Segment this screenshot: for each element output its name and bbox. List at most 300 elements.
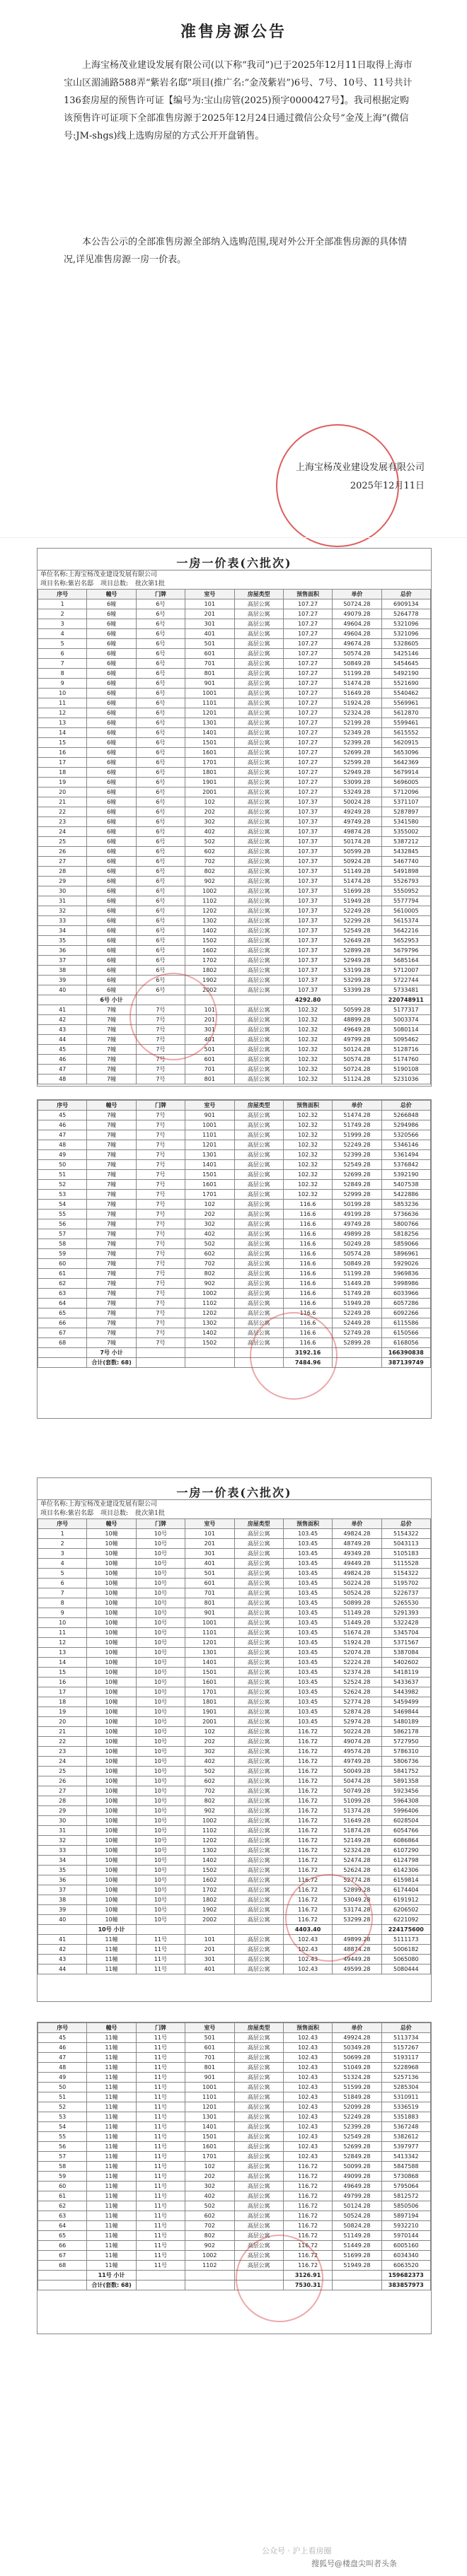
table-cell: 601 bbox=[185, 2043, 234, 2053]
table-row bbox=[38, 1035, 431, 1045]
table-cell: 31 bbox=[38, 896, 87, 906]
table-cell: 802 bbox=[185, 867, 234, 877]
table-cell: 1501 bbox=[185, 1170, 234, 1180]
table-cell: 49899.28 bbox=[333, 1935, 381, 1945]
table-cell: 6063520 bbox=[381, 2261, 430, 2271]
table-cell: 7号 bbox=[136, 1015, 185, 1025]
table-row bbox=[38, 639, 431, 649]
table-cell: 1601 bbox=[185, 748, 234, 758]
table-cell: 6幢 bbox=[87, 985, 136, 995]
table-cell: 51149.28 bbox=[333, 1608, 381, 1618]
table-cell: 6号 bbox=[136, 817, 185, 827]
table-cell: 6号 bbox=[136, 916, 185, 926]
table-cell: 7号 bbox=[136, 1190, 185, 1200]
table-row bbox=[38, 1885, 431, 1895]
table-cell: 10幢 bbox=[87, 1608, 136, 1618]
table-cell: 6幢 bbox=[87, 906, 136, 916]
table-cell: 高层公寓 bbox=[234, 966, 283, 976]
table-cell: 52849.28 bbox=[333, 2152, 381, 2162]
column-header: 总价 bbox=[381, 590, 430, 599]
table-cell: 7号 bbox=[136, 1338, 185, 1348]
table-cell bbox=[136, 1358, 185, 1368]
table-cell: 107.37 bbox=[283, 896, 332, 906]
table-cell: 62 bbox=[38, 1279, 87, 1289]
table-cell: 10号 bbox=[136, 1678, 185, 1687]
table-cell: 6幢 bbox=[87, 966, 136, 976]
table-row bbox=[38, 758, 431, 768]
table-row bbox=[38, 1866, 431, 1875]
table-cell: 高层公寓 bbox=[234, 1905, 283, 1915]
table-cell: 6幢 bbox=[87, 639, 136, 649]
table-cell: 6幢 bbox=[87, 857, 136, 867]
table-cell: 1202 bbox=[185, 1309, 234, 1318]
table-cell: 6005160 bbox=[381, 2241, 430, 2251]
table-cell: 52249.28 bbox=[333, 1140, 381, 1150]
table-row bbox=[38, 689, 431, 698]
table-row bbox=[38, 1836, 431, 1846]
table-cell: 10幢 bbox=[87, 1866, 136, 1875]
table-cell: 10幢 bbox=[87, 1529, 136, 1539]
table-cell: 116.72 bbox=[283, 2241, 332, 2251]
table-cell: 43 bbox=[38, 1955, 87, 1965]
table-cell: 601 bbox=[185, 649, 234, 659]
table-cell: 49079.28 bbox=[333, 609, 381, 619]
unit-label: 单位名称:上海宝杨茂业建设发展有限公司 bbox=[40, 571, 158, 578]
table-cell: 102.43 bbox=[283, 2102, 332, 2112]
table-cell: 11号 bbox=[136, 2201, 185, 2211]
signature-date: 2025年12月11日 bbox=[350, 481, 425, 491]
table-cell: 201 bbox=[185, 1015, 234, 1025]
table-cell: 5111173 bbox=[381, 1935, 430, 1945]
table-cell: 7幢 bbox=[87, 1210, 136, 1219]
price-table bbox=[38, 1100, 431, 1368]
table-cell: 高层公寓 bbox=[234, 1806, 283, 1816]
table-cell: 17 bbox=[38, 758, 87, 768]
table-cell: 高层公寓 bbox=[234, 1005, 283, 1015]
table-cell: 6号 bbox=[136, 718, 185, 728]
table-cell: 5569961 bbox=[381, 698, 430, 708]
table-cell: 11 bbox=[38, 698, 87, 708]
table-row bbox=[38, 2142, 431, 2152]
table-cell: 67 bbox=[38, 1328, 87, 1338]
table-cell: 51949.28 bbox=[333, 896, 381, 906]
table-cell: 7幢 bbox=[87, 1140, 136, 1150]
table-cell: 116.72 bbox=[283, 2261, 332, 2271]
table-cell: 52899.28 bbox=[333, 1885, 381, 1895]
table-row bbox=[38, 1559, 431, 1569]
table-row bbox=[38, 698, 431, 708]
table-cell: 42 bbox=[38, 1945, 87, 1955]
table-cell: 10号 bbox=[136, 1856, 185, 1866]
table-cell: 5397977 bbox=[381, 2142, 430, 2152]
column-header: 单价 bbox=[333, 2023, 381, 2033]
table-cell: 51699.28 bbox=[333, 886, 381, 896]
table-row bbox=[38, 2241, 431, 2251]
table-cell: 52074.28 bbox=[333, 1648, 381, 1658]
table-cell: 2 bbox=[38, 1539, 87, 1549]
table-cell: 5454645 bbox=[381, 659, 430, 669]
table-cell: 383857973 bbox=[381, 2281, 430, 2290]
table-cell: 2001 bbox=[185, 788, 234, 797]
table-cell: 26 bbox=[38, 847, 87, 857]
table-cell: 41 bbox=[38, 1935, 87, 1945]
table-cell: 46 bbox=[38, 2043, 87, 2053]
table-cell: 11幢 bbox=[87, 2132, 136, 2142]
table-cell: 14 bbox=[38, 1658, 87, 1668]
table-cell: 7幢 bbox=[87, 1035, 136, 1045]
table-row bbox=[38, 1935, 431, 1945]
column-header: 幢号 bbox=[87, 1101, 136, 1111]
table-cell bbox=[38, 995, 87, 1005]
table-cell: 6幢 bbox=[87, 946, 136, 956]
project-label: 项目名称:紫岩名邸 bbox=[40, 580, 94, 587]
table-cell: 49449.28 bbox=[333, 1559, 381, 1569]
table-cell: 52474.28 bbox=[333, 1856, 381, 1866]
table-cell: 52399.28 bbox=[333, 1150, 381, 1160]
table-cell: 60 bbox=[38, 2182, 87, 2191]
table-cell: 高层公寓 bbox=[234, 1229, 283, 1239]
table-row bbox=[38, 1757, 431, 1767]
table-cell: 高层公寓 bbox=[234, 1776, 283, 1786]
table-cell: 52374.28 bbox=[333, 1668, 381, 1678]
table-cell: 57 bbox=[38, 2152, 87, 2162]
table-cell: 7幢 bbox=[87, 1045, 136, 1055]
table-row bbox=[38, 2083, 431, 2092]
table-cell: 高层公寓 bbox=[234, 1935, 283, 1945]
table-cell: 7幢 bbox=[87, 1289, 136, 1299]
table-cell: 高层公寓 bbox=[234, 669, 283, 679]
table-cell: 11号 bbox=[136, 2251, 185, 2261]
table-cell: 401 bbox=[185, 1035, 234, 1045]
table-row bbox=[38, 916, 431, 926]
table-cell: 6033966 bbox=[381, 1289, 430, 1299]
table-cell: 68 bbox=[38, 2261, 87, 2271]
table-cell: 116.72 bbox=[283, 2211, 332, 2221]
table-cell: 6号 bbox=[136, 758, 185, 768]
table-cell: 50899.28 bbox=[333, 1598, 381, 1608]
table-cell: 5095462 bbox=[381, 1035, 430, 1045]
table-cell: 1701 bbox=[185, 2152, 234, 2162]
table-cell: 66 bbox=[38, 2241, 87, 2251]
column-header: 室号 bbox=[185, 1519, 234, 1529]
table-cell: 6幢 bbox=[87, 956, 136, 966]
table-cell: 50124.28 bbox=[333, 1045, 381, 1055]
table-cell: 4292.80 bbox=[283, 995, 332, 1005]
table-cell: 10幢 bbox=[87, 1776, 136, 1786]
table-cell: 51199.28 bbox=[333, 669, 381, 679]
sheet-title: 一房一价表(六批次) bbox=[176, 556, 292, 570]
table-cell: 102.43 bbox=[283, 2132, 332, 2142]
table-cell: 56 bbox=[38, 1219, 87, 1229]
table-cell: 高层公寓 bbox=[234, 679, 283, 689]
table-cell: 2002 bbox=[185, 985, 234, 995]
table-cell: 50349.28 bbox=[333, 2043, 381, 2053]
table-cell: 10号 bbox=[136, 1846, 185, 1856]
table-cell: 7号 bbox=[136, 1328, 185, 1338]
table-cell: 7号 bbox=[136, 1130, 185, 1140]
table-cell: 高层公寓 bbox=[234, 639, 283, 649]
table-cell: 5328605 bbox=[381, 639, 430, 649]
table-cell: 5413342 bbox=[381, 2152, 430, 2162]
table-cell: 7号 bbox=[136, 1035, 185, 1045]
table-cell: 50824.28 bbox=[333, 2221, 381, 2231]
table-cell: 51924.28 bbox=[333, 698, 381, 708]
table-cell: 1401 bbox=[185, 1658, 234, 1668]
table-cell: 10号 bbox=[136, 1717, 185, 1727]
table-cell: 5480189 bbox=[381, 1717, 430, 1727]
table-cell: 1701 bbox=[185, 1687, 234, 1697]
table-cell: 6174404 bbox=[381, 1885, 430, 1895]
table-cell: 合计(套数: 68) bbox=[87, 1358, 136, 1368]
table-cell: 116.72 bbox=[283, 1885, 332, 1895]
table-cell: 202 bbox=[185, 1737, 234, 1747]
table-cell: 高层公寓 bbox=[234, 847, 283, 857]
table-cell: 901 bbox=[185, 679, 234, 689]
table-cell: 10号 bbox=[136, 1579, 185, 1588]
table-cell: 高层公寓 bbox=[234, 817, 283, 827]
table-cell: 65 bbox=[38, 2231, 87, 2241]
table-cell: 116.72 bbox=[283, 1866, 332, 1875]
table-cell: 6幢 bbox=[87, 599, 136, 609]
table-cell: 116.72 bbox=[283, 2251, 332, 2261]
table-cell: 高层公寓 bbox=[234, 728, 283, 738]
table-cell: 5642216 bbox=[381, 926, 430, 936]
table-cell: 5712007 bbox=[381, 966, 430, 976]
table-cell: 高层公寓 bbox=[234, 1160, 283, 1170]
table-cell: 高层公寓 bbox=[234, 896, 283, 906]
table-cell: 51199.28 bbox=[333, 1269, 381, 1279]
table-cell: 25 bbox=[38, 1767, 87, 1776]
table-cell: 501 bbox=[185, 1045, 234, 1055]
table-row bbox=[38, 946, 431, 956]
table-cell: 7幢 bbox=[87, 1130, 136, 1140]
table-cell: 高层公寓 bbox=[234, 1328, 283, 1338]
table-cell: 5432845 bbox=[381, 847, 430, 857]
table-cell: 5257136 bbox=[381, 2073, 430, 2083]
table-cell: 11号 bbox=[136, 2241, 185, 2251]
table-cell: 501 bbox=[185, 2033, 234, 2043]
table-cell: 24 bbox=[38, 1757, 87, 1767]
table-cell: 402 bbox=[185, 2191, 234, 2201]
table-cell: 高层公寓 bbox=[234, 797, 283, 807]
column-header: 序号 bbox=[38, 590, 87, 599]
table-row bbox=[38, 1875, 431, 1885]
table-cell: 高层公寓 bbox=[234, 2053, 283, 2063]
table-cell: 52649.28 bbox=[333, 936, 381, 946]
table-row bbox=[38, 1309, 431, 1318]
table-cell: 52949.28 bbox=[333, 768, 381, 778]
table-cell: 11幢 bbox=[87, 2112, 136, 2122]
table-cell: 7幢 bbox=[87, 1055, 136, 1065]
table-cell: 116.72 bbox=[283, 1856, 332, 1866]
table-cell: 高层公寓 bbox=[234, 649, 283, 659]
table-cell: 高层公寓 bbox=[234, 1309, 283, 1318]
table-cell: 高层公寓 bbox=[234, 1180, 283, 1190]
table-cell: 31 bbox=[38, 1826, 87, 1836]
table-cell: 107.27 bbox=[283, 599, 332, 609]
table-cell: 901 bbox=[185, 1111, 234, 1120]
table-cell: 高层公寓 bbox=[234, 1579, 283, 1588]
table-cell: 52774.28 bbox=[333, 1697, 381, 1707]
table-cell: 15 bbox=[38, 738, 87, 748]
table-cell: 107.37 bbox=[283, 867, 332, 877]
table-cell: 6号 bbox=[136, 976, 185, 985]
table-cell: 5174760 bbox=[381, 1055, 430, 1065]
table-cell: 高层公寓 bbox=[234, 1965, 283, 1974]
price-table-sheet-1 bbox=[37, 548, 432, 1087]
table-cell: 102 bbox=[185, 1200, 234, 1210]
table-row bbox=[38, 1328, 431, 1338]
table-cell: 6幢 bbox=[87, 867, 136, 877]
table-cell: 6幢 bbox=[87, 827, 136, 837]
table-cell: 6号 bbox=[136, 698, 185, 708]
table-row bbox=[38, 906, 431, 916]
table-cell: 11幢 bbox=[87, 2221, 136, 2231]
table-row bbox=[38, 1727, 431, 1737]
table-row bbox=[38, 649, 431, 659]
column-header: 室号 bbox=[185, 2023, 234, 2033]
table-cell: 107.27 bbox=[283, 718, 332, 728]
table-cell: 48874.28 bbox=[333, 1945, 381, 1955]
table-cell: 102.32 bbox=[283, 1120, 332, 1130]
table-cell: 52949.28 bbox=[333, 956, 381, 966]
table-cell: 107.37 bbox=[283, 817, 332, 827]
table-cell: 62 bbox=[38, 2201, 87, 2211]
table-cell: 6幢 bbox=[87, 886, 136, 896]
table-cell: 103.45 bbox=[283, 1658, 332, 1668]
table-cell: 5266848 bbox=[381, 1111, 430, 1120]
table-cell: 1601 bbox=[185, 1180, 234, 1190]
column-header: 幢号 bbox=[87, 1519, 136, 1529]
table-cell: 52 bbox=[38, 1180, 87, 1190]
table-cell: 5 bbox=[38, 1569, 87, 1579]
table-row bbox=[38, 1111, 431, 1120]
table-cell: 116.72 bbox=[283, 1737, 332, 1747]
table-cell: 12 bbox=[38, 1638, 87, 1648]
table-cell: 1602 bbox=[185, 1875, 234, 1885]
table-cell: 51699.28 bbox=[333, 2251, 381, 2261]
table-cell: 6幢 bbox=[87, 738, 136, 748]
table-cell: 802 bbox=[185, 1269, 234, 1279]
table-cell: 5294986 bbox=[381, 1120, 430, 1130]
seal-stamp bbox=[250, 1312, 338, 1400]
table-cell: 202 bbox=[185, 1210, 234, 1219]
table-cell: 10幢 bbox=[87, 1826, 136, 1836]
table-cell: 5193117 bbox=[381, 2053, 430, 2063]
table-cell bbox=[185, 1925, 234, 1935]
table-cell: 6号 bbox=[136, 867, 185, 877]
table-cell: 52324.28 bbox=[333, 1846, 381, 1856]
column-header: 预售面积 bbox=[283, 2023, 332, 2033]
table-cell: 20 bbox=[38, 1717, 87, 1727]
table-cell: 高层公寓 bbox=[234, 609, 283, 619]
table-cell: 6191912 bbox=[381, 1895, 430, 1905]
column-header: 门牌 bbox=[136, 1519, 185, 1529]
table-cell: 高层公寓 bbox=[234, 1717, 283, 1727]
table-cell: 52249.28 bbox=[333, 906, 381, 916]
table-cell: 10号 bbox=[136, 1776, 185, 1786]
table-cell: 高层公寓 bbox=[234, 1796, 283, 1806]
table-cell: 41 bbox=[38, 1005, 87, 1015]
table-cell: 高层公寓 bbox=[234, 738, 283, 748]
table-cell: 116.72 bbox=[283, 1905, 332, 1915]
table-cell: 11幢 bbox=[87, 2122, 136, 2132]
table-cell: 702 bbox=[185, 1259, 234, 1269]
table-cell: 14 bbox=[38, 728, 87, 738]
table-cell: 102.32 bbox=[283, 1140, 332, 1150]
table-header-row bbox=[38, 590, 431, 599]
table-cell: 高层公寓 bbox=[234, 708, 283, 718]
table-cell: 6206502 bbox=[381, 1905, 430, 1915]
table-cell: 166390838 bbox=[381, 1348, 430, 1358]
table-cell: 7号 bbox=[136, 1180, 185, 1190]
table-cell: 11幢 bbox=[87, 2241, 136, 2251]
column-header: 预售面积 bbox=[283, 590, 332, 599]
table-cell: 50524.28 bbox=[333, 2211, 381, 2221]
table-cell: 11幢 bbox=[87, 2231, 136, 2241]
table-cell: 6号 bbox=[136, 946, 185, 956]
table-row bbox=[38, 807, 431, 817]
count-label: 项目总数: bbox=[100, 1510, 129, 1517]
table-cell: 10幢 bbox=[87, 1757, 136, 1767]
table-row bbox=[38, 1249, 431, 1259]
table-cell: 45 bbox=[38, 2033, 87, 2043]
table-cell: 116.6 bbox=[283, 1259, 332, 1269]
table-cell: 5113734 bbox=[381, 2033, 430, 2043]
table-cell: 10幢 bbox=[87, 1856, 136, 1866]
table-row bbox=[38, 847, 431, 857]
table-row bbox=[38, 797, 431, 807]
table-cell: 2002 bbox=[185, 1915, 234, 1925]
table-header-row bbox=[38, 1519, 431, 1529]
table-cell: 合计(套数: 68) bbox=[87, 2281, 136, 2290]
table-cell: 11号 bbox=[136, 2152, 185, 2162]
table-cell: 602 bbox=[185, 1249, 234, 1259]
table-row bbox=[38, 1289, 431, 1299]
table-cell: 103.45 bbox=[283, 1539, 332, 1549]
table-cell: 52699.28 bbox=[333, 2142, 381, 2152]
table-cell: 5550952 bbox=[381, 886, 430, 896]
table-cell: 11幢 bbox=[87, 2251, 136, 2261]
table-row bbox=[38, 2063, 431, 2073]
signature-company: 上海宝杨茂业建设发展有限公司 bbox=[295, 462, 425, 473]
table-cell: 高层公寓 bbox=[234, 748, 283, 758]
table-cell: 1501 bbox=[185, 2132, 234, 2142]
table-cell: 高层公寓 bbox=[234, 1588, 283, 1598]
table-cell: 102.43 bbox=[283, 2152, 332, 2162]
table-cell: 高层公寓 bbox=[234, 1598, 283, 1608]
table-row bbox=[38, 1318, 431, 1328]
table-cell: 高层公寓 bbox=[234, 1259, 283, 1269]
table-cell: 10号 bbox=[136, 1757, 185, 1767]
table-cell: 201 bbox=[185, 1945, 234, 1955]
table-cell: 102.43 bbox=[283, 1955, 332, 1965]
table-cell: 102.43 bbox=[283, 2142, 332, 2152]
table-cell: 103.45 bbox=[283, 1569, 332, 1579]
table-cell: 50574.28 bbox=[333, 1055, 381, 1065]
table-row bbox=[38, 659, 431, 669]
table-cell: 高层公寓 bbox=[234, 1035, 283, 1045]
table-cell: 高层公寓 bbox=[234, 1856, 283, 1866]
table-cell: 5996406 bbox=[381, 1806, 430, 1816]
table-cell: 6幢 bbox=[87, 619, 136, 629]
table-cell: 116.6 bbox=[283, 1239, 332, 1249]
table-cell: 10号 bbox=[136, 1806, 185, 1816]
table-cell: 902 bbox=[185, 877, 234, 886]
table-cell: 54 bbox=[38, 2122, 87, 2132]
table-cell: 5336519 bbox=[381, 2102, 430, 2112]
table-row bbox=[38, 778, 431, 788]
